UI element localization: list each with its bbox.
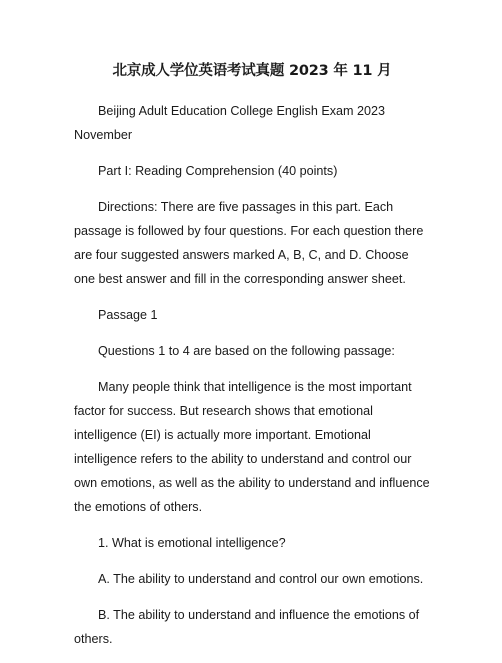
option-b: B. The ability to understand and influence the emotions of others. [74, 608, 420, 646]
passage-heading: Passage 1 [98, 308, 158, 322]
questions-intro: Questions 1 to 4 are based on the following passage: [98, 344, 395, 358]
question-1: 1. What is emotional intelligence? [98, 536, 286, 550]
option-a: A. The ability to understand and control our own emotions. [98, 572, 424, 586]
part-heading: Part I: Reading Comprehension (40 points) [98, 164, 338, 178]
exam-name-paragraph: Beijing Adult Education College English Exam 2023 November [74, 104, 386, 142]
document-title: 北京成人学位英语考试真题 2023 年 11 月 [112, 63, 392, 79]
directions-paragraph: Directions: There are five passages in this part. Each passage is followed by four questions. For each question there are four suggested answers marked A, B, C, and D. Choose one best answer and fill in the corresponding answer sheet. [74, 200, 424, 286]
passage-text: Many people think that intelligence is the most important factor for success. But research shows that emotional intelligence (EI) is actually more important. Emotional intelligence refers to the ability to understand and control our own emotions, as well as the ability to understand and influence the emotions of others. [74, 380, 430, 514]
document-page [74, 56, 430, 663]
